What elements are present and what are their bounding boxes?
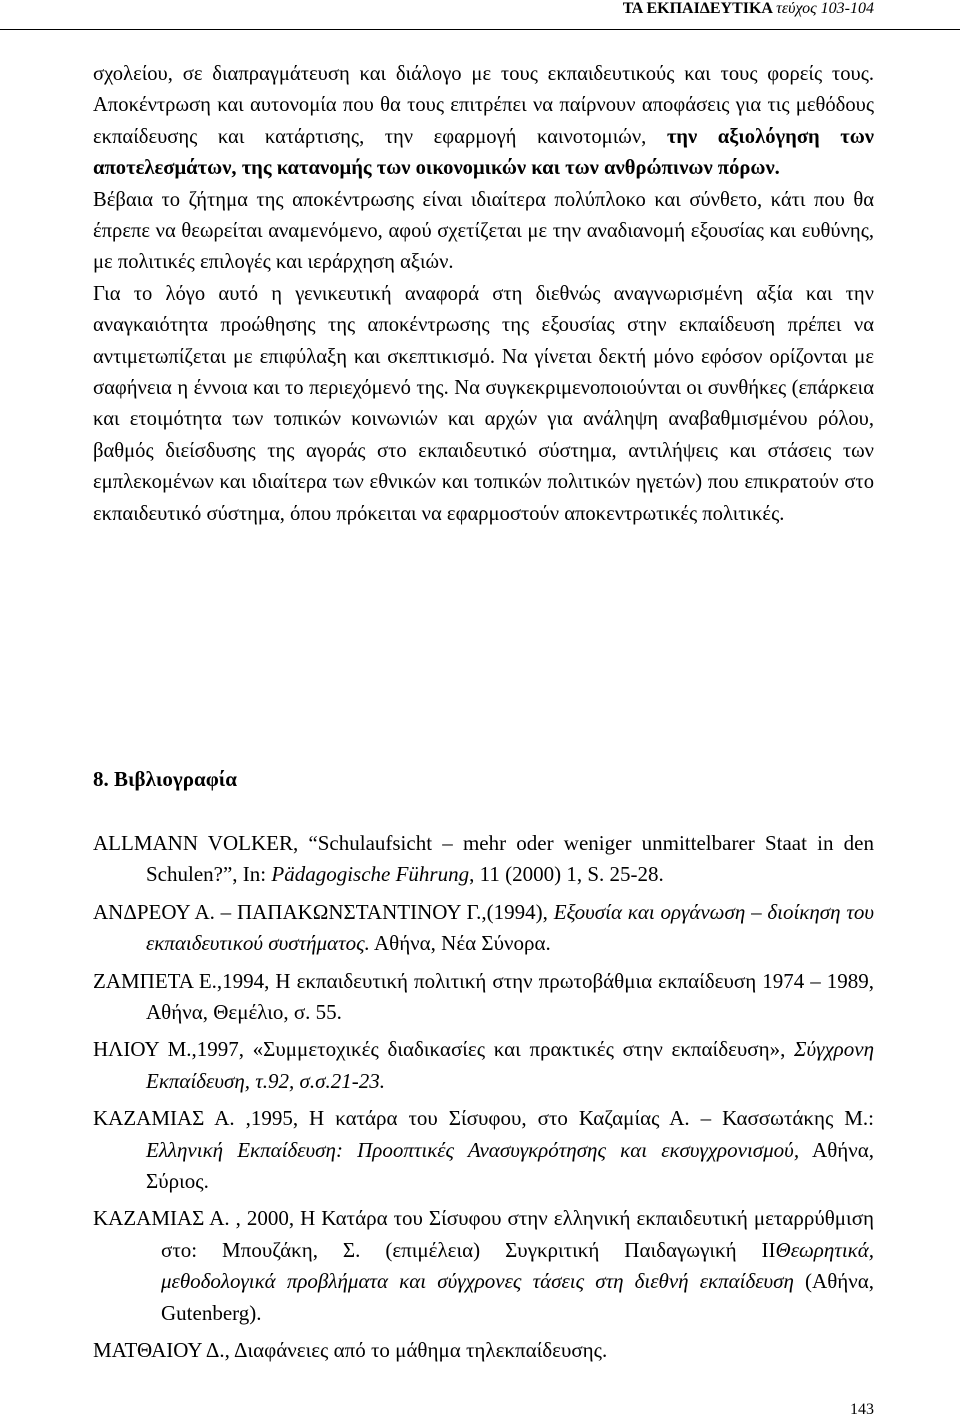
- reference-item: ΗΛΙΟΥ Μ.,1997, «Συμμετοχικές διαδικασίες και πρακτικές στην εκπαίδευση», Σύγχρονη Εκπαίδευση, τ.92, σ.σ.21-23.: [93, 1037, 874, 1093]
- header-rule: [0, 29, 960, 30]
- reference-item: ΜΑΤΘΑΙΟΥ Δ., Διαφάνειες από το μάθημα τηλεκπαίδευσης.: [93, 1338, 608, 1363]
- paragraph-complexity: Βέβαια το ζήτημα της αποκέντρωσης είναι ιδιαίτερα πολύπλοκο και σύνθετο, κάτι που θα έπρεπε να θεωρείται αναμενόμενο, αφού σχετίζεται με την αναδιανομή εξουσίας και ευθύνης, με πολιτικές επιλογές και ιεράρχηση αξιών.: [93, 188, 874, 274]
- reference-item: ΚΑΖΑΜΙΑΣ Α. ,1995, Η κατάρα του Σίσυφου, στο Καζαμίας Α. – Κασσωτάκης Μ.: Ελληνική Εκπαίδευση: Προοπτικές Ανασυγκρότησης και εκσυγχρονισμού, Αθήνα, Σύριος.: [93, 1106, 875, 1194]
- section-number: 8.: [93, 767, 109, 791]
- bibliography-list: [93, 828, 874, 1373]
- bibliography-heading: [93, 767, 237, 792]
- page-number: 143: [850, 1401, 874, 1418]
- body-text: [93, 59, 874, 530]
- bold-emphasis: την αξιολόγηση των αποτελεσμάτων, της κατανομής των οικονομικών και των ανθρώπινων πόρων.: [93, 125, 874, 180]
- journal-running-head: [623, 0, 874, 18]
- paragraph-decentralisation: σχολείου, σε διαπραγμάτευση και διάλογο με τους εκπαιδευτικούς και τους φορείς τους. Αποκέντρωση και αυτονομία που θα τους επιτρέπει να παίρνουν αποφάσεις για τις μεθόδους εκπαίδευσης και κατάρτισης, την εφαρμογή καινοτομιών, την αξιολόγηση των αποτελεσμάτων, της κατανομής των οικονομικών και των ανθρώπινων πόρων.: [93, 63, 874, 180]
- running-header: [0, 0, 960, 30]
- reference-item: ΖΑΜΠΕΤΑ Ε.,1994, Η εκπαιδευτική πολιτική στην πρωτοβάθμια εκπαίδευση 1974 – 1989, Αθήνα, Θεμέλιο, σ. 55.: [93, 968, 874, 1025]
- reference-item: ΑΝΔΡΕΟΥ Α. – ΠΑΠΑΚΩΝΣΤΑΝΤΙΝΟΥ Γ.,(1994), Εξουσία και οργάνωση – διοίκηση του εκπαιδευτικού συστήματος. Αθήνα, Νέα Σύνορα.: [93, 899, 874, 956]
- reference-item: ALLMANN VOLKER, “Schulaufsicht – mehr oder weniger unmittelbarer Staat in den Schulen?”, In: Pädagogische Führung, 11 (2000) 1, S. 25-28.: [93, 831, 874, 887]
- section-title: Βιβλιογραφία: [114, 767, 238, 791]
- reference-item: ΚΑΖΑΜΙΑΣ Α. , 2000, Η Κατάρα του Σίσυφου στην ελληνική εκπαιδευτική μεταρρύθμιση στο: Μπουζάκη, Σ. (επιμέλεια) Συγκριτική Παιδαγωγική ΙΙΘεωρητικά, μεθοδολογικά προβλήματα και σύγχρονες τάσεις στη διεθνή εκπαίδευση (Αθήνα, Gutenberg).: [93, 1206, 874, 1325]
- paragraph-caution: Για το λόγο αυτό η γενικευτική αναφορά στη διεθνώς αναγνωρισμένη αξία και την αναγκαιότητα προώθησης της αποκέντρωσης της εξουσίας στην εκπαίδευση πρέπει να αντιμετωπίζεται με επιφύλαξη και σκεπτικισμό. Να γίνεται δεκτή μόνο εφόσον ορίζονται με σαφήνεια η έννοια και το περιεχόμενό της. Να συγκεκριμενοποιούνται οι συνθήκες (επάρκεια και ετοιμότητα των τοπικών κοινωνιών και αρχών για ανάληψη αναβαθμισμένου ρόλου, βαθμός διείσδυσης της αγοράς στο εκπαιδευτικό σύστημα, αντιλήψεις και στάσεις των εμπλεκομένων και ιδιαίτερα των εθνικών και τοπικών πολιτικών ηγετών) που επικρατούν στο εκπαιδευτικό σύστημα, όπου πρόκειται να εφαρμοστούν αποκεντρωτικές πολιτικές.: [93, 282, 874, 525]
- journal-title: ΤΑ ΕΚΠΑΙΔΕΥΤΙΚΑ: [622, 0, 773, 17]
- journal-issue: τεύχος 103-104: [776, 0, 874, 17]
